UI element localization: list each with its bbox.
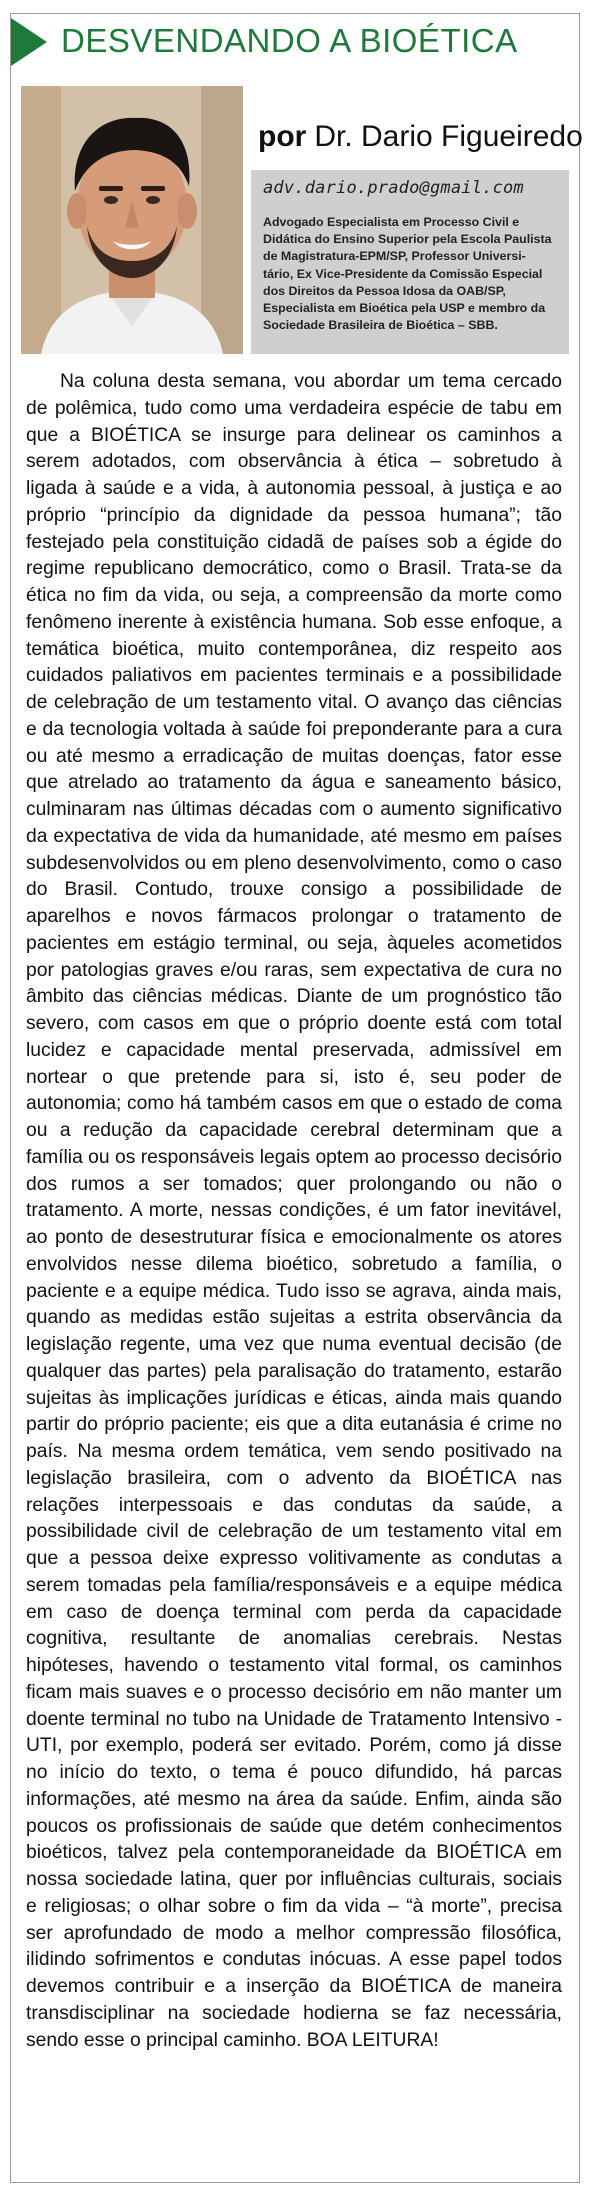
bio-line: Especialista em Bioética pela USP e membro da <box>263 301 546 316</box>
bio-line: Advogado Especialista em Processo Civil e <box>263 215 520 229</box>
author-portrait-image <box>21 86 243 354</box>
bio-line: de Magistratura-EPM/SP, Professor Universi- <box>263 249 526 264</box>
triangle-marker-icon <box>11 18 47 66</box>
author-bio <box>263 214 559 334</box>
author-byline <box>258 120 583 154</box>
bio-line: Didática do Ensino Superior pela Escola Paulista <box>263 232 552 247</box>
bio-line: dos Direitos da Pessoa Idosa da OAB/SP, <box>263 283 506 298</box>
bio-line: tário, Ex Vice-Presidente da Comissão Especial <box>263 266 543 281</box>
column-header <box>11 14 581 70</box>
author-info-box <box>251 170 569 354</box>
column-title: DESVENDANDO A BIOÉTICA <box>61 22 518 59</box>
article-paragraph: Na coluna desta semana, vou abordar um tema cercado de polêmica, tudo como uma verdadeira espécie de tabu em que a BIOÉTICA se insurge para delinear os caminhos a serem adotados, com observância à ética – sobretudo à ligada à saúde e a vida, à autonomia pessoal, à justiça e ao próprio “princípio da dignidade da pessoa humana”; tão festejado pela constituição cidadã de países sob a égide do regime republicano democrático, como o Brasil. Trata-se da ética no fim da vida, ou seja, a compreensão da morte como fenômeno inerente à existência humana. Sob esse enfoque, a temática bioética, muito contemporânea, diz respeito aos cuidados paliativos em pacientes terminais e a possibilidade de celebração de um testamento vital. O avanço das ciências e da tecnologia voltada à saúde foi preponderante para a cura ou até mesmo a erradicação de muitas doenças, fator esse que atrelado ao tratamento da água e saneamento básico, culminaram nas últimas décadas com o aumento significativo da expectativa de vida da humanidade, até mesmo em países subdesenvolvidos ou em pleno desenvolvimento, como o caso do Brasil. Contudo, trouxe consigo a possibilidade de aparelhos e novos fármacos prolongar o tratamento de pacientes em estágio terminal, ou seja, àqueles acometidos por patologias graves e/ou raras, sem expectativa de cura no âmbito das ciências médicas. Diante de um prognóstico tão severo, com casos em que o próprio doente está com total lucidez e capacidade mental preservada, admissível em nortear o que pretende para si, isto é, seu poder de autonomia; como há também casos em que o estado de coma ou a redução da capacidade cerebral determinam que a família ou os responsáveis legais optem ao processo decisório dos rumos a ser tomados; quer prolongando ou não o tratamento. A morte, nessas condições, é um fator inevitável, ao ponto de desestruturar física e emocionalmente os atores envolvidos nesse dilema bioético, sobretudo a família, o paciente e a equipe médica. Tudo isso se agrava, ainda mais, quando as medidas estão sujeitas a estrita observância da legislação regente, uma vez que numa eventual decisão (de qualquer das partes) pela paralisação do tratamento, estarão sujeitas às implicações jurídicas e éticas, ainda mais quando partir do próprio paciente; eis que a dita eutanásia é crime no país. Na mesma ordem temática, vem sendo positivado na legislação brasileira, com o advento da BIOÉTICA nas relações interpessoais e das condutas da saúde, a possibilidade civil de celebração de um testamento vital em que a pessoa deixe expresso volitivamente as condutas a serem tomadas pela família/responsáveis e a equipe médica em caso de doença terminal com perda da capacidade cognitiva, resultante de anomalias cerebrais. Nestas hipóteses, havendo o testamento vital formal, os caminhos ficam mais suaves e o processo decisório em não manter um doente terminal no tubo na Unidade de Tratamento Intensivo - UTI, por exemplo, poderá ser evitado. Porém, como já disse no início do texto, o tema é pouco difundido, há parcas informações, até mesmo na área da saúde. Enfim, ainda são poucos os profissionais de saúde que detém conhecimentos bioéticos, talvez pela contemporaneidade da BIOÉTICA em nossa sociedade latina, quer por influências culturais, sociais e religiosas; o olhar sobre o fim da vida – “à morte”, precisa ser aprofundado de modo a melhor compressão filosófica, ilidindo sofrimentos e condutas inócuas. A esse papel todos devemos contribuir e a inserção da BIOÉTICA de maneira transdisciplinar na sociedade hodierna se faz necessária, sendo esse o principal caminho. BOA LEITURA! <box>26 371 562 2051</box>
author-photo <box>21 86 243 354</box>
author-email[interactable]: adv.dario.prado@gmail.com <box>263 178 524 198</box>
article-body <box>26 369 562 2054</box>
byline-prefix: por <box>258 120 307 153</box>
bio-line: Sociedade Brasileira de Bioética – SBB. <box>263 318 498 333</box>
author-name: Dr. Dario Figueiredo <box>314 120 583 153</box>
